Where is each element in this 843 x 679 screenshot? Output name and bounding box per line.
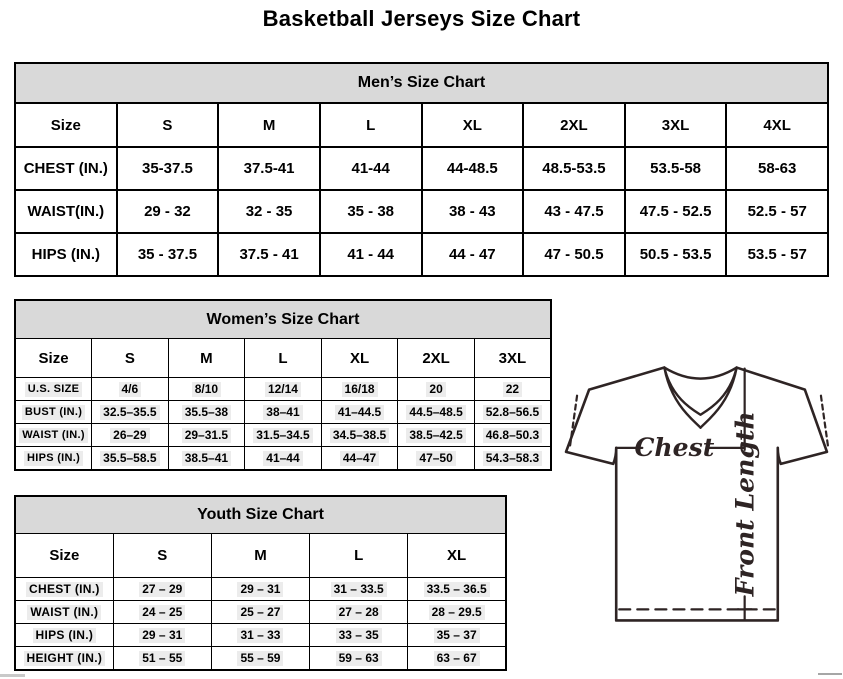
- cell-value: 35.5–38: [182, 405, 231, 420]
- youth-column-header: L: [310, 534, 408, 578]
- jersey-measurement-diagram: [556, 356, 842, 632]
- women-value-cell: [245, 401, 322, 424]
- youth-column-header-row: [15, 534, 506, 578]
- women-table-row: [15, 401, 551, 424]
- youth-value-cell: [408, 624, 506, 647]
- cell-value: 33 – 35: [336, 628, 382, 643]
- women-value-cell: [168, 401, 245, 424]
- women-value-cell: [474, 401, 551, 424]
- women-value-cell: [245, 424, 322, 447]
- men-value-cell: [726, 233, 828, 276]
- cell-value: 41 - 44: [347, 246, 395, 263]
- women-row-label-cell: [15, 447, 92, 471]
- row-label: CHEST (IN.): [26, 582, 103, 597]
- cell-value: 29 – 31: [237, 582, 283, 597]
- women-column-header: XL: [321, 339, 398, 378]
- youth-table-row: [15, 624, 506, 647]
- cell-value: 35 - 37.5: [137, 246, 198, 263]
- cell-value: 52.8–56.5: [483, 405, 542, 420]
- cell-value: 16/18: [342, 382, 378, 397]
- cell-value: 47–50: [416, 451, 455, 466]
- row-label: HEIGHT (IN.): [24, 651, 106, 666]
- women-value-cell: [168, 424, 245, 447]
- cell-value: 38 - 43: [448, 203, 496, 220]
- youth-size-table: [14, 495, 507, 671]
- men-value-cell: [523, 147, 625, 190]
- men-column-header: 3XL: [625, 103, 727, 147]
- youth-column-header: XL: [408, 534, 506, 578]
- row-label: HIPS (IN.): [33, 628, 97, 643]
- men-value-cell: [218, 147, 320, 190]
- youth-value-cell: [113, 624, 211, 647]
- women-value-cell: [321, 447, 398, 471]
- youth-value-cell: [408, 578, 506, 601]
- cell-value: 27 – 29: [139, 582, 185, 597]
- women-value-cell: [398, 378, 475, 401]
- youth-table-row: [15, 578, 506, 601]
- cell-value: 8/10: [192, 382, 221, 397]
- youth-value-cell: [211, 601, 309, 624]
- youth-column-header: S: [113, 534, 211, 578]
- cell-value: 31 – 33: [237, 628, 283, 643]
- cell-value: 53.5 - 57: [747, 246, 807, 263]
- men-value-cell: [117, 147, 219, 190]
- youth-table-title: Youth Size Chart: [15, 496, 506, 534]
- men-value-cell: [117, 190, 219, 233]
- chest-label: Chest: [634, 431, 715, 462]
- jersey-collar-inner-v: [664, 368, 736, 415]
- youth-row-label-cell: [15, 647, 113, 671]
- youth-value-cell: [310, 578, 408, 601]
- men-column-header: L: [320, 103, 422, 147]
- cell-value: 47.5 - 52.5: [639, 203, 712, 220]
- women-value-cell: [321, 378, 398, 401]
- women-column-header: Size: [15, 339, 92, 378]
- women-value-cell: [398, 447, 475, 471]
- row-label: CHEST (IN.): [23, 160, 108, 177]
- men-value-cell: [523, 233, 625, 276]
- cell-value: 24 – 25: [139, 605, 185, 620]
- men-value-cell: [422, 147, 524, 190]
- womens-size-table: [14, 299, 552, 471]
- row-label: HIPS (IN.): [31, 246, 100, 263]
- cell-value: 31.5–34.5: [253, 428, 312, 443]
- men-value-cell: [726, 190, 828, 233]
- women-value-cell: [398, 424, 475, 447]
- page-title: Basketball Jerseys Size Chart: [262, 6, 581, 31]
- row-label: WAIST (IN.): [19, 428, 88, 443]
- cell-value: 29–31.5: [182, 428, 231, 443]
- cell-value: 35-37.5: [142, 160, 193, 177]
- cell-value: 35 – 37: [434, 628, 480, 643]
- cell-value: 48.5-53.5: [542, 160, 606, 177]
- women-row-label-cell: [15, 378, 92, 401]
- jersey-collar-top-arc: [664, 368, 736, 379]
- women-column-header: 3XL: [474, 339, 551, 378]
- women-value-cell: [92, 401, 169, 424]
- youth-value-cell: [310, 647, 408, 671]
- men-value-cell: [218, 233, 320, 276]
- cell-value: 33.5 – 36.5: [424, 582, 490, 597]
- men-value-cell: [625, 190, 727, 233]
- cell-value: 44–47: [340, 451, 379, 466]
- cell-value: 52.5 - 57: [747, 203, 807, 220]
- women-column-header: 2XL: [398, 339, 475, 378]
- cell-value: 47 - 50.5: [544, 246, 604, 263]
- men-column-header: M: [218, 103, 320, 147]
- youth-column-header: Size: [15, 534, 113, 578]
- women-table-row: [15, 447, 551, 471]
- cell-value: 37.5 - 41: [239, 246, 299, 263]
- women-value-cell: [321, 401, 398, 424]
- cell-value: 34.5–38.5: [330, 428, 389, 443]
- cell-value: 38–41: [263, 405, 302, 420]
- cell-value: 12/14: [265, 382, 301, 397]
- women-value-cell: [321, 424, 398, 447]
- cell-value: 63 – 67: [434, 651, 480, 666]
- men-value-cell: [320, 233, 422, 276]
- men-column-header: 2XL: [523, 103, 625, 147]
- row-label: U.S. SIZE: [25, 382, 83, 397]
- cell-value: 41–44.5: [335, 405, 384, 420]
- men-value-cell: [422, 233, 524, 276]
- cell-value: 53.5-58: [650, 160, 701, 177]
- men-value-cell: [320, 147, 422, 190]
- row-label: WAIST (IN.): [27, 605, 101, 620]
- cell-value: 46.8–50.3: [483, 428, 542, 443]
- cell-value: 44 - 47: [448, 246, 496, 263]
- women-column-header: L: [245, 339, 322, 378]
- youth-row-label-cell: [15, 624, 113, 647]
- women-value-cell: [92, 424, 169, 447]
- cell-value: 31 – 33.5: [331, 582, 387, 597]
- youth-value-cell: [310, 624, 408, 647]
- women-row-label-cell: [15, 424, 92, 447]
- cell-value: 43 - 47.5: [544, 203, 604, 220]
- cell-value: 29 – 31: [139, 628, 185, 643]
- cell-value: 25 – 27: [237, 605, 283, 620]
- men-value-cell: [523, 190, 625, 233]
- women-table-title: Women’s Size Chart: [15, 300, 551, 339]
- men-row-label-cell: [15, 233, 117, 276]
- mens-size-table: [14, 62, 829, 277]
- cell-value: 28 – 29.5: [429, 605, 485, 620]
- cell-value: 58-63: [758, 160, 797, 177]
- cell-value: 51 – 55: [139, 651, 185, 666]
- men-row-label-cell: [15, 147, 117, 190]
- youth-column-header: M: [211, 534, 309, 578]
- front-length-label: Front Length: [729, 411, 760, 597]
- youth-value-cell: [211, 647, 309, 671]
- youth-row-label-cell: [15, 601, 113, 624]
- women-column-header: M: [168, 339, 245, 378]
- women-value-cell: [168, 378, 245, 401]
- women-value-cell: [474, 424, 551, 447]
- youth-value-cell: [408, 647, 506, 671]
- men-value-cell: [218, 190, 320, 233]
- men-column-header: XL: [422, 103, 524, 147]
- men-table-row: [15, 190, 828, 233]
- youth-value-cell: [408, 601, 506, 624]
- men-value-cell: [117, 233, 219, 276]
- youth-value-cell: [310, 601, 408, 624]
- women-column-header-row: [15, 339, 551, 378]
- women-table-title-row: [15, 300, 551, 339]
- row-label: HIPS (IN.): [24, 451, 83, 466]
- youth-value-cell: [211, 578, 309, 601]
- women-column-header: S: [92, 339, 169, 378]
- cell-value: 35.5–58.5: [100, 451, 159, 466]
- women-value-cell: [168, 447, 245, 471]
- cell-value: 41-44: [351, 160, 390, 177]
- men-column-header-row: [15, 103, 828, 147]
- youth-table-row: [15, 601, 506, 624]
- women-value-cell: [474, 447, 551, 471]
- women-row-label-cell: [15, 401, 92, 424]
- men-column-header: 4XL: [726, 103, 828, 147]
- cell-value: 38.5–41: [182, 451, 231, 466]
- cell-value: 54.3–58.3: [483, 451, 542, 466]
- cell-value: 32.5–35.5: [100, 405, 159, 420]
- women-value-cell: [398, 401, 475, 424]
- cell-value: 55 – 59: [237, 651, 283, 666]
- men-column-header: Size: [15, 103, 117, 147]
- cell-value: 44-48.5: [446, 160, 498, 177]
- women-value-cell: [474, 378, 551, 401]
- jersey-diagram-svg: [556, 356, 842, 632]
- cell-value: 50.5 - 53.5: [639, 246, 712, 263]
- women-table-row: [15, 424, 551, 447]
- jersey-collar-outer-v: [664, 368, 736, 428]
- cell-value: 22: [503, 382, 522, 397]
- men-table-row: [15, 233, 828, 276]
- cell-value: 32 - 35: [245, 203, 293, 220]
- men-value-cell: [625, 147, 727, 190]
- men-row-label-cell: [15, 190, 117, 233]
- women-value-cell: [92, 378, 169, 401]
- youth-value-cell: [113, 647, 211, 671]
- men-value-cell: [625, 233, 727, 276]
- youth-value-cell: [211, 624, 309, 647]
- cell-value: 41–44: [263, 451, 302, 466]
- row-label: WAIST(IN.): [27, 203, 105, 220]
- men-table-row: [15, 147, 828, 190]
- men-value-cell: [320, 190, 422, 233]
- cell-value: 26–29: [110, 428, 149, 443]
- cell-value: 20: [426, 382, 445, 397]
- youth-table-row: [15, 647, 506, 671]
- youth-value-cell: [113, 601, 211, 624]
- cell-value: 29 - 32: [144, 203, 191, 220]
- horizontal-scrollbar-fragment-right[interactable]: [818, 673, 842, 675]
- men-value-cell: [422, 190, 524, 233]
- youth-value-cell: [113, 578, 211, 601]
- men-value-cell: [726, 147, 828, 190]
- men-table-title-row: [15, 63, 828, 103]
- youth-table-title-row: [15, 496, 506, 534]
- men-table-title: Men’s Size Chart: [15, 63, 828, 103]
- women-table-row: [15, 378, 551, 401]
- youth-row-label-cell: [15, 578, 113, 601]
- cell-value: 27 – 28: [336, 605, 382, 620]
- women-value-cell: [245, 378, 322, 401]
- cell-value: 59 – 63: [336, 651, 382, 666]
- men-column-header: S: [117, 103, 219, 147]
- cell-value: 4/6: [119, 382, 142, 397]
- women-value-cell: [245, 447, 322, 471]
- row-label: BUST (IN.): [22, 405, 85, 420]
- horizontal-scrollbar-fragment-left[interactable]: [0, 674, 25, 677]
- women-value-cell: [92, 447, 169, 471]
- cell-value: 38.5–42.5: [406, 428, 465, 443]
- cell-value: 35 - 38: [347, 203, 395, 220]
- cell-value: 37.5-41: [243, 160, 295, 177]
- cell-value: 44.5–48.5: [406, 405, 465, 420]
- jersey-outline: [566, 368, 827, 621]
